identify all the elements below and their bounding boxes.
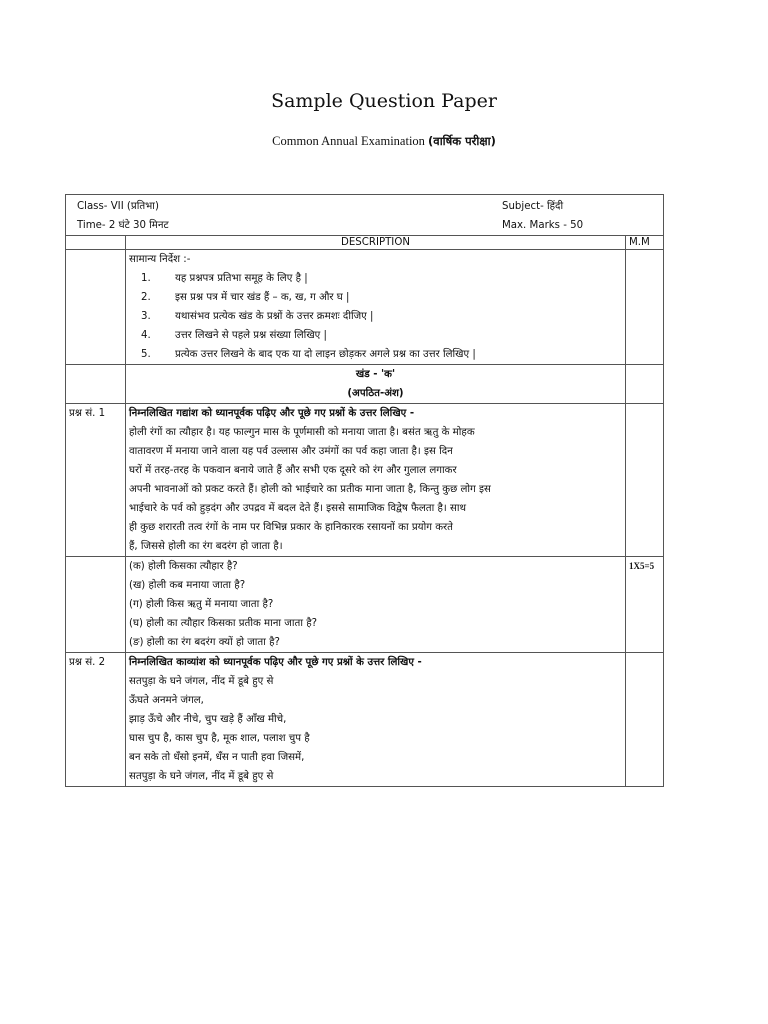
q1-passage-row bbox=[66, 404, 664, 557]
info-line-1 bbox=[69, 197, 660, 216]
poem-line: बन सके तो धँसो इनमें, धँस न पाती हवा जिसमें, bbox=[129, 752, 305, 763]
question-paper-table bbox=[65, 194, 664, 787]
section-name: खंड - 'क' bbox=[355, 369, 396, 380]
section-subtitle: (अपठित-अंश) bbox=[347, 388, 404, 399]
instruction-item: 5. प्रत्येक उत्तर लिखने के बाद एक या दो लाइन छोड़कर अगले प्रश्न का उत्तर लिखिए | bbox=[141, 349, 476, 360]
subtitle-hindi: (वार्षिक परीक्षा) bbox=[428, 134, 496, 148]
question-item: (ग) होली किस ऋतु में मनाया जाता है? bbox=[129, 599, 274, 610]
instruction-item: 4. उत्तर लिखने से पहले प्रश्न संख्या लिखिए | bbox=[141, 330, 327, 341]
poem-line: ऊँघते अनमने जंगल, bbox=[129, 695, 204, 706]
poem-line: सतपुड़ा के घने जंगल, नींद में डूबे हुए से bbox=[129, 676, 274, 687]
instructions-row bbox=[66, 250, 664, 365]
time-label: Time- 2 घंटे 30 मिनट bbox=[77, 220, 169, 231]
class-label: Class- VII (प्रतिभा) bbox=[77, 201, 159, 212]
passage-line: वातावरण में मनाया जाने वाला यह पर्व उल्लास और उमंगों का पर्व कहा जाता है। इस दिन bbox=[129, 446, 453, 457]
info-row bbox=[66, 195, 664, 236]
instruction-item: 2. इस प्रश्न पत्र में चार खंड हैं – क, ख, ग और घ | bbox=[141, 292, 350, 303]
question-item: (ङ) होली का रंग बदरंग क्यों हो जाता है? bbox=[129, 637, 280, 648]
poem-line: झाड़ ऊँचे और नीचे, चुप खड़े हैं आँख मीचे, bbox=[129, 714, 287, 725]
section-row bbox=[66, 365, 664, 404]
q2-row bbox=[66, 653, 664, 787]
q2-label: प्रश्न सं. 2 bbox=[66, 653, 126, 787]
column-header-row bbox=[66, 236, 664, 250]
subtitle-english: Common Annual Examination bbox=[272, 134, 425, 148]
passage-line: अपनी भावनाओं को प्रकट करते हैं। होली को भाईचारे का प्रतीक माना जाता है, किन्तु कुछ लोग इस bbox=[129, 484, 491, 495]
q1-label: प्रश्न सं. 1 bbox=[66, 404, 126, 557]
q2-prompt: निम्नलिखित काव्यांश को ध्यानपूर्वक पढ़िए और पूछे गए प्रश्नों के उत्तर लिखिए - bbox=[129, 657, 422, 668]
exam-subtitle bbox=[0, 134, 768, 149]
question-item: (क) होली किसका त्यौहार है? bbox=[129, 561, 238, 572]
page-title: Sample Question Paper bbox=[271, 90, 497, 112]
subject-label: Subject- हिंदी bbox=[502, 201, 564, 212]
instructions-heading: सामान्य निर्देश :- bbox=[129, 254, 191, 265]
passage-line: भाईचारे के पर्व को हुड़दंग और उपद्रव में बदल देते हैं। इससे सामाजिक विद्वेष फैलता है। साथ bbox=[129, 503, 466, 514]
max-marks-label: Max. Marks - 50 bbox=[502, 220, 584, 231]
poem-line: घास चुप है, कास चुप है, मूक शाल, पलाश चुप है bbox=[129, 733, 310, 744]
instruction-item: 1. यह प्रश्नपत्र प्रतिभा समूह के लिए है | bbox=[141, 273, 308, 284]
description-header: DESCRIPTION bbox=[126, 236, 626, 250]
q1-prompt: निम्नलिखित गद्यांश को ध्यानपूर्वक पढ़िए और पूछे गए प्रश्नों के उत्तर लिखिए - bbox=[129, 408, 415, 419]
passage-line: हैं, जिससे होली का रंग बदरंग हो जाता है। bbox=[129, 541, 283, 552]
poem-line: सतपुड़ा के घने जंगल, नींद में डूबे हुए से bbox=[129, 771, 274, 782]
q1-questions-row bbox=[66, 557, 664, 653]
passage-line: घरों में तरह-तरह के पकवान बनाये जाते हैं और सभी एक दूसरे को रंग और गुलाल लगाकर bbox=[129, 465, 457, 476]
passage-line: ही कुछ शरारती तत्व रंगों के नाम पर विभिन्न प्रकार के हानिकारक रसायनों का प्रयोग करते bbox=[129, 522, 453, 533]
passage-line: होली रंगों का त्यौहार है। यह फाल्गुन मास के पूर्णमासी को मनाया जाता है। बसंत ऋतु के मोहक bbox=[129, 427, 475, 438]
question-item: (घ) होली का त्यौहार किसका प्रतीक माना जाता है? bbox=[129, 618, 318, 629]
info-line-2 bbox=[69, 216, 660, 235]
instruction-item: 3. यथासंभव प्रत्येक खंड के प्रश्नों के उत्तर क्रमशः दीजिए | bbox=[141, 311, 374, 322]
question-item: (ख) होली कब मनाया जाता है? bbox=[129, 580, 246, 591]
mm-header: M.M bbox=[625, 236, 663, 250]
instructions-list bbox=[129, 269, 622, 364]
q1-marks: 1X5=5 bbox=[625, 557, 663, 653]
